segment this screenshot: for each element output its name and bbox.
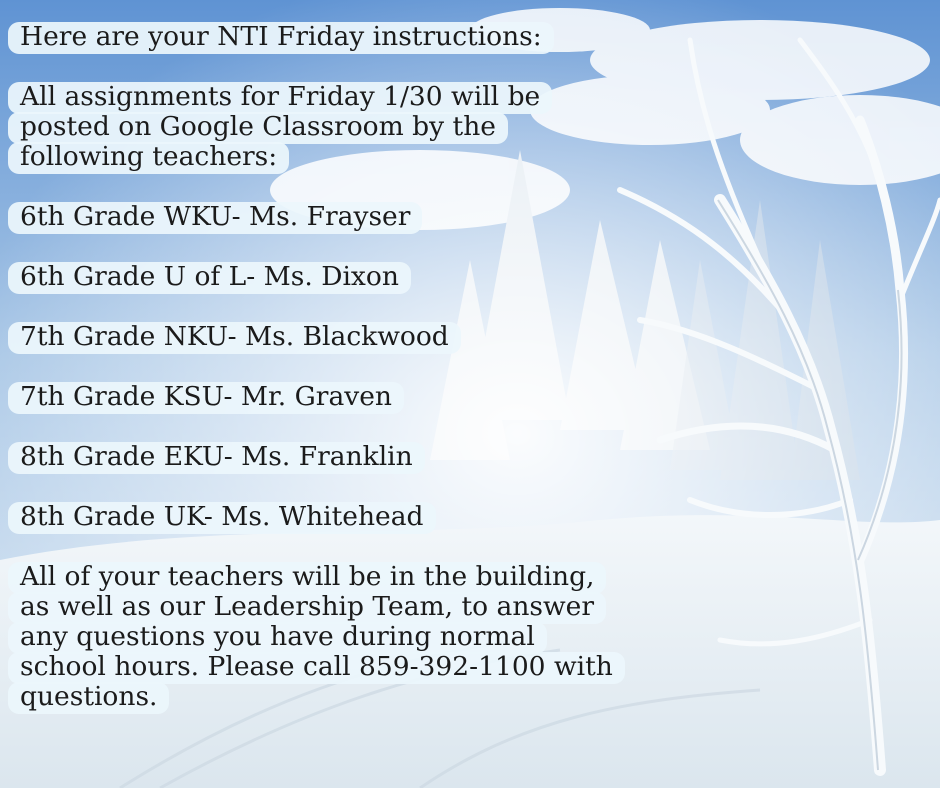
intro-line: All assignments for Friday 1/30 will be [8,82,552,114]
teacher-list-item: 7th Grade KSU- Mr. Graven [8,382,404,414]
intro-line: following teachers: [8,142,289,174]
closing-line: questions. [8,682,169,714]
closing-line: All of your teachers will be in the building, [8,562,606,594]
teacher-list-item: 7th Grade NKU- Ms. Blackwood [8,322,461,354]
teacher-list-item: 6th Grade WKU- Ms. Frayser [8,202,422,234]
closing-line: as well as our Leadership Team, to answer [8,592,606,624]
teacher-list-item: 8th Grade EKU- Ms. Franklin [8,442,425,474]
closing-line: school hours. Please call 859-392-1100 with [8,652,625,684]
announcement-heading: Here are your NTI Friday instructions: [8,22,554,54]
teacher-list-item: 8th Grade UK- Ms. Whitehead [8,502,436,534]
teacher-list-item: 6th Grade U of L- Ms. Dixon [8,262,411,294]
intro-line: posted on Google Classroom by the [8,112,508,144]
closing-line: any questions you have during normal [8,622,547,654]
